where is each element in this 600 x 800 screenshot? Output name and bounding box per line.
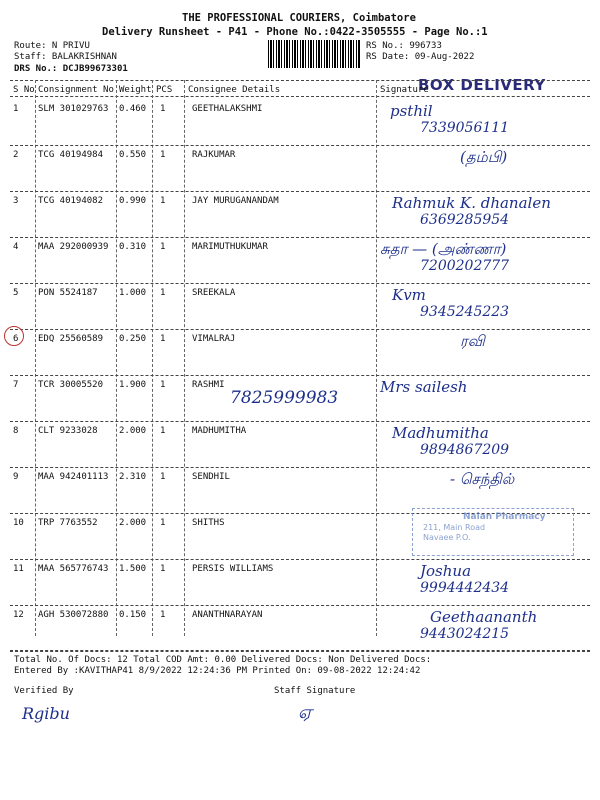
row-divider bbox=[10, 467, 590, 468]
footer-entered: Entered By :KAVITHAP41 8/9/2022 12:24:36 PM Printed On: 09-08-2022 12:24:42 bbox=[14, 666, 421, 676]
row-signature: Rahmuk K. dhanalen bbox=[392, 194, 551, 212]
rs-number: RS No.: 996733 bbox=[366, 41, 442, 51]
col-divider bbox=[116, 80, 117, 636]
row-consignment-no: TCG 40194082 bbox=[38, 196, 104, 206]
row-divider bbox=[10, 375, 590, 376]
col-sno: S No bbox=[13, 85, 35, 95]
row-consignee: ANANTHNARAYAN bbox=[192, 610, 263, 620]
row-signature: ரவி bbox=[460, 332, 485, 350]
row-pcs: 1 bbox=[160, 564, 166, 574]
col-consignee: Consignee Details bbox=[188, 85, 281, 95]
row-divider bbox=[10, 651, 590, 652]
row-consignee: SREEKALA bbox=[192, 288, 236, 298]
staff-signature-mark: ஏ bbox=[298, 702, 313, 723]
col-divider bbox=[35, 80, 36, 636]
row-weight: 1.900 bbox=[119, 380, 147, 390]
stamp-line: Navaee P.O. bbox=[423, 533, 471, 542]
row-consignment-no: CLT 9233028 bbox=[38, 426, 98, 436]
barcode-icon bbox=[268, 40, 360, 68]
row-consignment-no: AGH 530072880 bbox=[38, 610, 109, 620]
row-signature: Geethaananth bbox=[430, 608, 538, 626]
row-signature: Joshua bbox=[420, 562, 472, 580]
row-phone: 7200202777 bbox=[420, 258, 510, 274]
route-label: Route: N PRIVU bbox=[14, 41, 90, 51]
row-phone: 9894867209 bbox=[420, 442, 510, 458]
row-consignee: RASHMI bbox=[192, 380, 225, 390]
row-divider bbox=[10, 145, 590, 146]
staff-signature-label: Staff Signature bbox=[274, 686, 356, 696]
row-consignment-no: TCR 30005520 bbox=[38, 380, 104, 390]
row-divider bbox=[10, 283, 590, 284]
row-consignee: RAJKUMAR bbox=[192, 150, 236, 160]
row-weight: 1.000 bbox=[119, 288, 147, 298]
stamp-line: 211, Main Road bbox=[423, 523, 486, 532]
row-divider bbox=[10, 559, 590, 560]
row-signature: Madhumitha bbox=[392, 424, 489, 442]
row-sno: 4 bbox=[13, 242, 19, 252]
row-sno: 7 bbox=[13, 380, 19, 390]
row-consignee: GEETHALAKSHMI bbox=[192, 104, 263, 114]
runsheet-subtitle: Delivery Runsheet - P41 - Phone No.:0422-3505555 - Page No.:1 bbox=[102, 26, 488, 38]
row-weight: 2.000 bbox=[119, 518, 147, 528]
staff-label: Staff: BALAKRISHNAN bbox=[14, 52, 117, 62]
col-pcs: PCS bbox=[156, 85, 173, 95]
row-pcs: 1 bbox=[160, 518, 166, 528]
row-weight: 0.550 bbox=[119, 150, 147, 160]
drs-number: DRS No.: DCJB99673301 bbox=[14, 64, 128, 74]
col-divider bbox=[184, 80, 185, 636]
row-signature: சுதா — (அண்ணா) bbox=[380, 240, 507, 258]
row-phone: 9443024215 bbox=[420, 626, 510, 642]
row-sno: 5 bbox=[13, 288, 19, 298]
row-phone: 7339056111 bbox=[420, 120, 510, 136]
row-pcs: 1 bbox=[160, 104, 166, 114]
row-consignment-no: MAA 942401113 bbox=[38, 472, 109, 482]
stamp-line: Nalan Pharmacy bbox=[463, 512, 546, 522]
row-pcs: 1 bbox=[160, 242, 166, 252]
row-consignee: PERSIS WILLIAMS bbox=[192, 564, 274, 574]
row-sno: 8 bbox=[13, 426, 19, 436]
row-consignment-no: MAA 292000939 bbox=[38, 242, 109, 252]
row-pcs: 1 bbox=[160, 380, 166, 390]
row-divider bbox=[10, 237, 590, 238]
circle-mark-icon bbox=[4, 326, 24, 346]
row-weight: 0.990 bbox=[119, 196, 147, 206]
row-signature: Mrs sailesh bbox=[380, 378, 468, 396]
row-sno: 9 bbox=[13, 472, 19, 482]
row-pcs: 1 bbox=[160, 196, 166, 206]
footer-totals: Total No. Of Docs: 12 Total COD Amt: 0.00 Delivered Docs: Non Delivered Docs: bbox=[14, 655, 432, 665]
row-divider bbox=[10, 329, 590, 330]
row-sno: 2 bbox=[13, 150, 19, 160]
row-pcs: 1 bbox=[160, 288, 166, 298]
pharmacy-stamp bbox=[412, 508, 574, 556]
row-consignment-no: SLM 301029763 bbox=[38, 104, 109, 114]
row-phone: 9994442434 bbox=[420, 580, 510, 596]
row-weight: 0.250 bbox=[119, 334, 147, 344]
row-consignee: MADHUMITHA bbox=[192, 426, 247, 436]
row-consignment-no: TCG 40194984 bbox=[38, 150, 104, 160]
header-top-rule bbox=[10, 80, 590, 81]
rs-date: RS Date: 09-Aug-2022 bbox=[366, 52, 475, 62]
row-divider bbox=[10, 191, 590, 192]
row-consignment-no: PON 5524187 bbox=[38, 288, 98, 298]
row-divider bbox=[10, 605, 590, 606]
row-sno: 12 bbox=[13, 610, 24, 620]
row-consignee: JAY MURUGANANDAM bbox=[192, 196, 279, 206]
col-divider bbox=[376, 80, 377, 636]
header-bottom-rule bbox=[10, 96, 590, 97]
col-signature: Signature bbox=[380, 85, 429, 95]
col-weight: Weight bbox=[119, 85, 152, 95]
col-consignment: Consignment No bbox=[38, 85, 114, 95]
row-weight: 0.310 bbox=[119, 242, 147, 252]
verified-by-label: Verified By bbox=[14, 686, 74, 696]
row-pcs: 1 bbox=[160, 150, 166, 160]
row-divider bbox=[10, 421, 590, 422]
row-sno: 11 bbox=[13, 564, 24, 574]
col-divider bbox=[152, 80, 153, 636]
row-consignee: MARIMUTHUKUMAR bbox=[192, 242, 268, 252]
row-weight: 2.000 bbox=[119, 426, 147, 436]
row-pcs: 1 bbox=[160, 610, 166, 620]
row-weight: 2.310 bbox=[119, 472, 147, 482]
row-consignee: SHITHS bbox=[192, 518, 225, 528]
row-phone: 7825999983 bbox=[230, 388, 339, 408]
row-phone: 6369285954 bbox=[420, 212, 510, 228]
row-sno: 3 bbox=[13, 196, 19, 206]
row-signature: (தம்பி) bbox=[460, 148, 508, 166]
row-sno: 6 bbox=[13, 334, 19, 344]
row-weight: 0.460 bbox=[119, 104, 147, 114]
row-consignee: VIMALRAJ bbox=[192, 334, 236, 344]
box-delivery-stamp: BOX DELIVERY bbox=[418, 76, 546, 94]
row-pcs: 1 bbox=[160, 426, 166, 436]
row-pcs: 1 bbox=[160, 472, 166, 482]
row-phone: 9345245223 bbox=[420, 304, 510, 320]
row-signature: psthil bbox=[390, 102, 433, 120]
row-consignee: SENDHIL bbox=[192, 472, 230, 482]
row-sno: 1 bbox=[13, 104, 19, 114]
row-signature: Kvm bbox=[392, 286, 426, 304]
row-signature: - செந்தில் bbox=[450, 470, 515, 488]
company-title: THE PROFESSIONAL COURIERS, Coimbatore bbox=[182, 12, 416, 24]
row-consignment-no: MAA 565776743 bbox=[38, 564, 109, 574]
row-pcs: 1 bbox=[160, 334, 166, 344]
footer-rule bbox=[10, 650, 590, 651]
row-consignment-no: EDQ 25560589 bbox=[38, 334, 104, 344]
row-weight: 0.150 bbox=[119, 610, 147, 620]
row-sno: 10 bbox=[13, 518, 24, 528]
verified-signature: Rgibu bbox=[22, 704, 70, 723]
row-weight: 1.500 bbox=[119, 564, 147, 574]
row-consignment-no: TRP 7763552 bbox=[38, 518, 98, 528]
